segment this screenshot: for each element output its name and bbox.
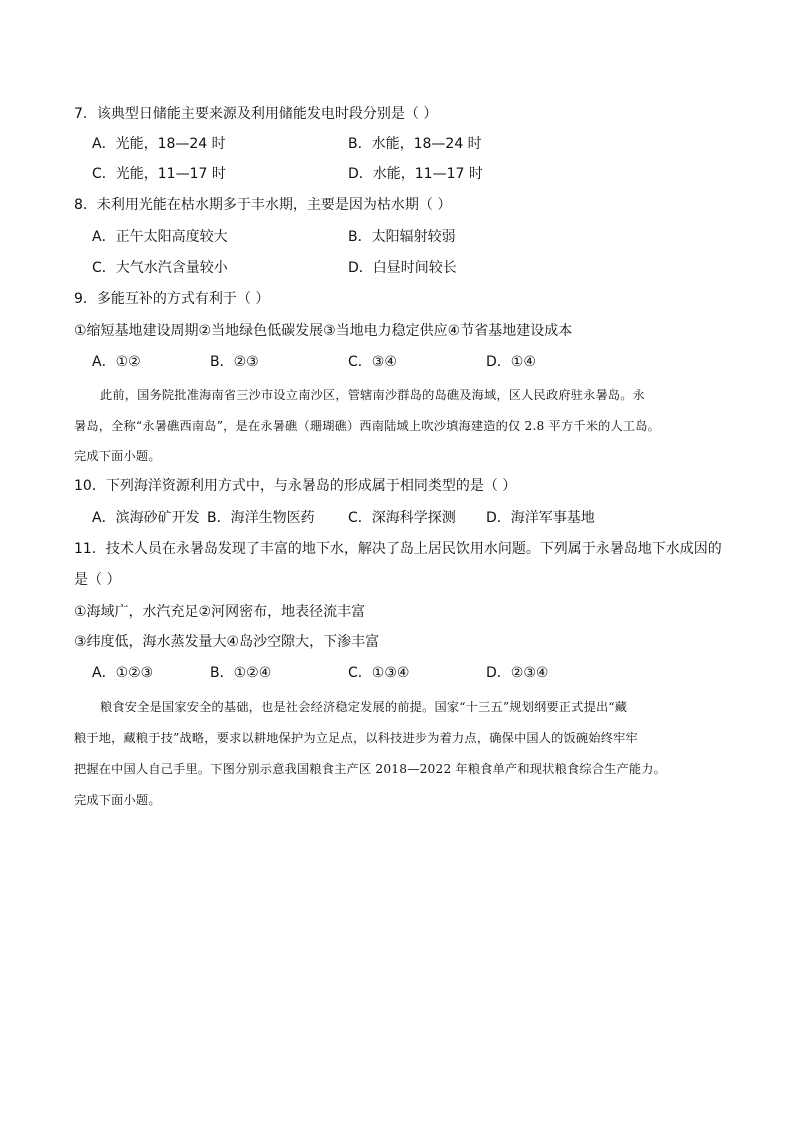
question-9-statements: ①缩短基地建设周期②当地绿色低碳发展③当地电力稳定供应④节省基地建设成本 — [74, 323, 573, 339]
question-9-option-b[interactable]: B．②③ — [210, 354, 259, 370]
question-11-option-a[interactable]: A．①②③ — [92, 665, 154, 681]
question-8-option-c[interactable]: C．大气水汽含量较小 — [92, 260, 228, 276]
question-11-stem-line-2: 是（ ） — [74, 572, 121, 588]
passage-2-line-4: 完成下面小题。 — [74, 793, 161, 807]
question-7-option-d[interactable]: D．水能，11—17 时 — [348, 166, 483, 182]
passage-2-line-3: 把握在中国人自己手里。下图分别示意我国粮食主产区 2018—2022 年粮食单产和现状粮食综合生产能力。 — [74, 762, 667, 776]
question-9-option-a[interactable]: A．①② — [92, 354, 141, 370]
question-9-stem: 9．多能互补的方式有利于（ ） — [74, 291, 270, 307]
question-11-statements-line-2: ③纬度低，海水蒸发量大④岛沙空隙大，下渗丰富 — [74, 634, 380, 650]
question-7-option-a[interactable]: A．光能，18—24 时 — [92, 136, 226, 152]
question-8-stem: 8．未利用光能在枯水期多于丰水期，主要是因为枯水期（ ） — [74, 197, 452, 213]
passage-2-line-2: 粮于地，藏粮于技”战略，要求以耕地保护为立足点，以科技进步为着力点，确保中国人的饭碗始终牢牢 — [74, 731, 638, 745]
question-9-option-c[interactable]: C．③④ — [348, 354, 397, 370]
question-11-option-d[interactable]: D．②③④ — [486, 665, 549, 681]
question-10-stem: 10．下列海洋资源利用方式中，与永暑岛的形成属于相同类型的是（ ） — [74, 478, 517, 494]
question-10-option-d[interactable]: D．海洋军事基地 — [486, 510, 595, 526]
passage-1-line-1: 此前，国务院批准海南省三沙市设立南沙区，管辖南沙群岛的岛礁及海域，区人民政府驻永暑岛。永 — [100, 388, 646, 402]
question-10-option-c[interactable]: C．深海科学探测 — [348, 510, 456, 526]
question-11-stem-line-1: 11．技术人员在永暑岛发现了丰富的地下水，解决了岛上居民饮用水问题。下列属于永暑岛地下水成因的 — [74, 541, 722, 557]
question-11-option-c[interactable]: C．①③④ — [348, 665, 410, 681]
passage-2-line-1: 粮食安全是国家安全的基础，也是社会经济稳定发展的前提。国家“十三五”规划纲要正式提出“藏 — [100, 700, 628, 714]
question-8-option-d[interactable]: D．白昼时间较长 — [348, 260, 457, 276]
question-9-option-d[interactable]: D．①④ — [486, 354, 536, 370]
question-11-option-b[interactable]: B．①②④ — [210, 665, 272, 681]
question-8-option-b[interactable]: B．太阳辐射较弱 — [348, 229, 456, 245]
passage-1-line-2: 暑岛，全称“永暑礁西南岛”，是在永暑礁（珊瑚礁）西南陆域上吹沙填海建造的仅 2.8 平方千米的人工岛。 — [74, 419, 661, 433]
question-11-statements-line-1: ①海域广，水汽充足②河网密布，地表径流丰富 — [74, 604, 366, 620]
question-10-option-b[interactable]: B．海洋生物医药 — [207, 510, 315, 526]
question-7-option-b[interactable]: B．水能，18—24 时 — [348, 136, 482, 152]
question-10-option-a[interactable]: A．滨海砂矿开发 — [92, 510, 200, 526]
question-8-option-a[interactable]: A．正午太阳高度较大 — [92, 229, 228, 245]
question-7-option-c[interactable]: C．光能，11—17 时 — [92, 166, 226, 182]
passage-1-line-3: 完成下面小题。 — [74, 449, 161, 463]
question-7-stem: 7．该典型日储能主要来源及利用储能发电时段分别是（ ） — [74, 106, 438, 122]
